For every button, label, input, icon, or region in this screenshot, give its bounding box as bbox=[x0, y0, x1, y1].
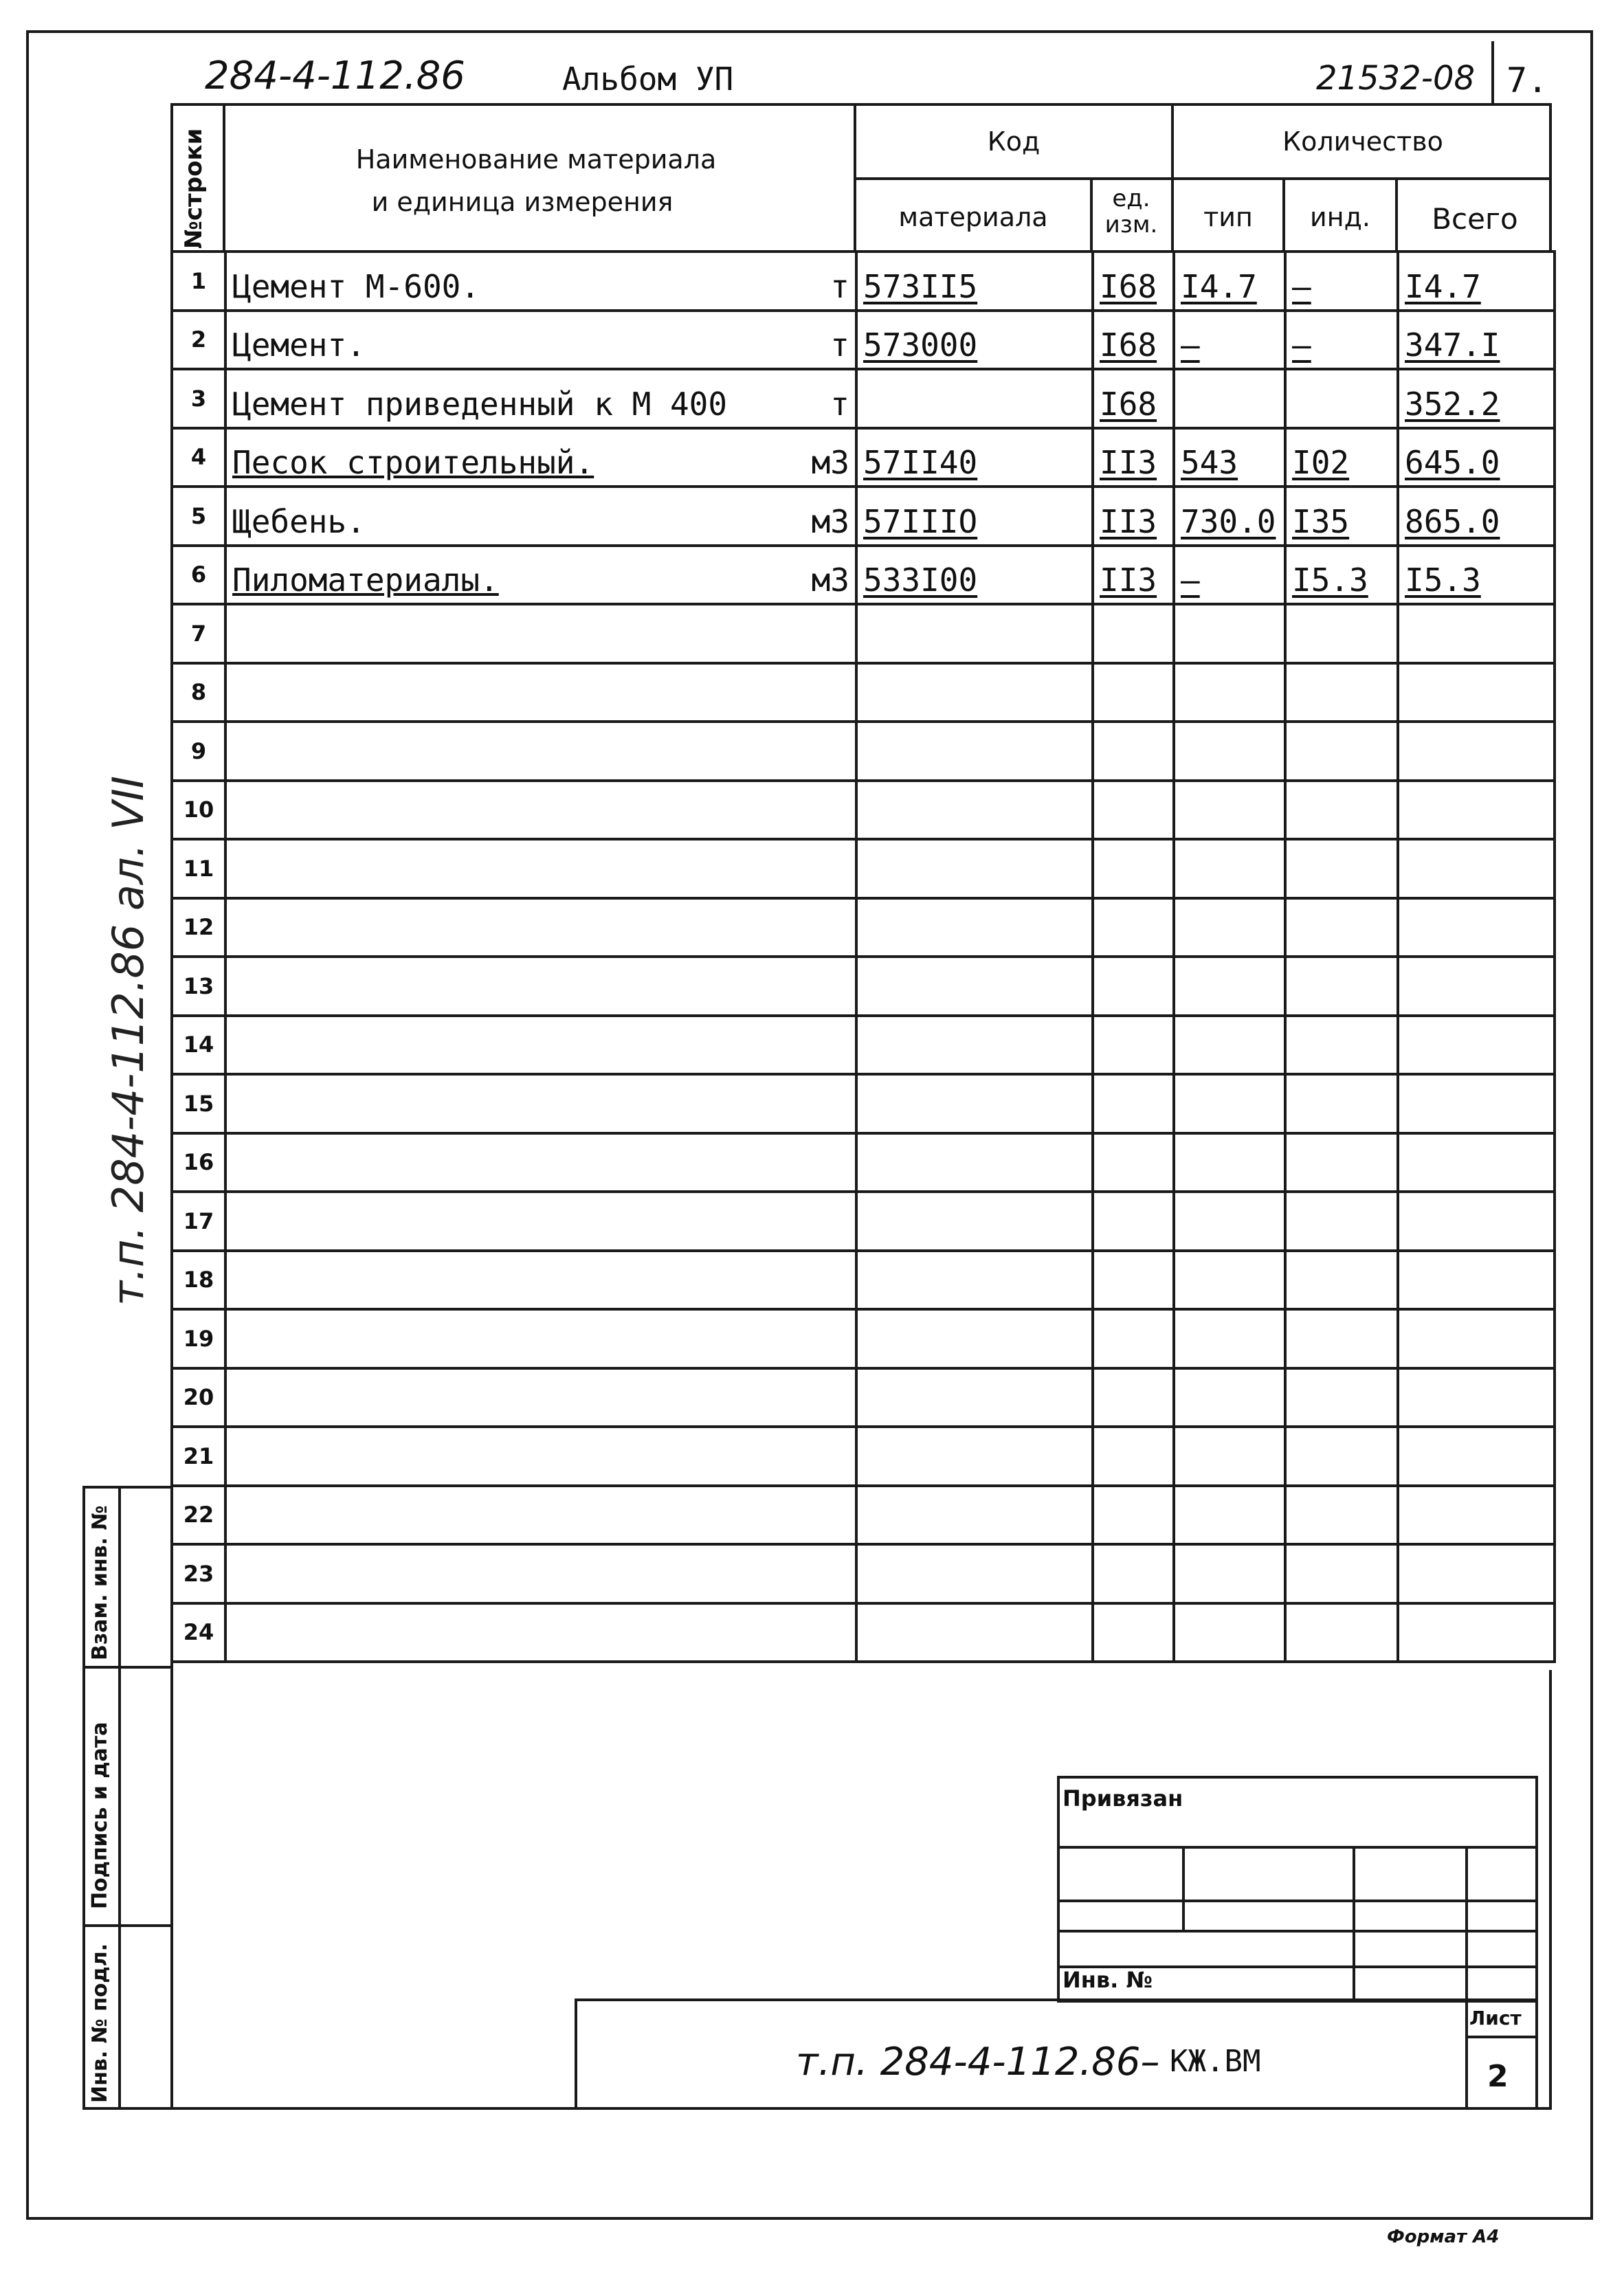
material-code-cell: 573000 bbox=[856, 311, 1093, 370]
material-unit: м3 bbox=[811, 561, 849, 599]
material-name-cell bbox=[225, 663, 856, 722]
row-number: 19 bbox=[172, 1309, 225, 1368]
qty-total-cell bbox=[1398, 1427, 1555, 1486]
materials-table bbox=[170, 250, 1556, 1663]
table-row bbox=[172, 663, 1555, 722]
sheet-number: 2 bbox=[1487, 2059, 1509, 2094]
table-row bbox=[172, 1603, 1555, 1662]
material-name-cell bbox=[225, 546, 856, 605]
qty-total-cell bbox=[1398, 1251, 1555, 1310]
material-code-cell: 573II5 bbox=[856, 252, 1093, 311]
unit-code-cell: II3 bbox=[1093, 546, 1174, 605]
unit-code-cell bbox=[1093, 1133, 1174, 1192]
material-name-cell bbox=[225, 1133, 856, 1192]
qty-total-cell bbox=[1398, 1192, 1555, 1251]
sheet-label: Лист bbox=[1469, 2007, 1522, 2029]
material-unit: т bbox=[830, 385, 849, 423]
material-code-cell bbox=[856, 1486, 1093, 1545]
unit-code-cell bbox=[1093, 1192, 1174, 1251]
material-name-cell bbox=[225, 428, 856, 487]
qty-type-cell bbox=[1174, 1074, 1285, 1133]
material-name-cell bbox=[225, 839, 856, 898]
row-number: 20 bbox=[172, 1368, 225, 1427]
material-name-cell bbox=[225, 1427, 856, 1486]
unit-code-cell bbox=[1093, 898, 1174, 957]
table-row bbox=[172, 369, 1555, 428]
qty-type-cell bbox=[1174, 663, 1285, 722]
material-code-cell bbox=[856, 1074, 1093, 1133]
qty-type-cell bbox=[1174, 1368, 1285, 1427]
material-name-cell bbox=[225, 311, 856, 370]
material-code-cell bbox=[856, 1133, 1093, 1192]
material-name-cell bbox=[225, 722, 856, 781]
material-name-cell bbox=[225, 1486, 856, 1545]
unit-code-cell bbox=[1093, 722, 1174, 781]
material-code-cell bbox=[856, 1016, 1093, 1075]
material-unit: м3 bbox=[811, 444, 849, 481]
qty-type-cell bbox=[1174, 957, 1285, 1016]
qty-type-cell bbox=[1174, 839, 1285, 898]
qty-ind-cell bbox=[1285, 369, 1398, 428]
material-code-cell bbox=[856, 781, 1093, 840]
material-code-cell bbox=[856, 369, 1093, 428]
table-row bbox=[172, 1368, 1555, 1427]
row-number: 16 bbox=[172, 1133, 225, 1192]
code-unit-header: ед. изм. bbox=[1104, 185, 1158, 238]
material-code-cell: 57II40 bbox=[856, 428, 1093, 487]
table-row bbox=[172, 722, 1555, 781]
row-number: 24 bbox=[172, 1603, 225, 1662]
qty-total-cell bbox=[1398, 898, 1555, 957]
material-name: Щебень. bbox=[232, 502, 366, 540]
unit-code-cell: I68 bbox=[1093, 311, 1174, 370]
material-name-cell bbox=[225, 1192, 856, 1251]
material-code-cell bbox=[856, 604, 1093, 663]
unit-code-cell: II3 bbox=[1093, 428, 1174, 487]
material-code-cell bbox=[856, 898, 1093, 957]
qty-type-cell bbox=[1174, 722, 1285, 781]
row-number: 4 bbox=[172, 428, 225, 487]
table-row bbox=[172, 546, 1555, 605]
material-name: Пиломатериалы. bbox=[232, 561, 499, 599]
row-number: 18 bbox=[172, 1251, 225, 1310]
qty-total-cell bbox=[1398, 1486, 1555, 1545]
qty-ind-cell: I02 bbox=[1285, 428, 1398, 487]
unit-code-cell: I68 bbox=[1093, 369, 1174, 428]
archive-number: 21532-08 bbox=[1316, 59, 1476, 98]
qty-type-cell bbox=[1174, 1486, 1285, 1545]
material-name-cell bbox=[225, 252, 856, 311]
row-number: 9 bbox=[172, 722, 225, 781]
unit-code-cell bbox=[1093, 781, 1174, 840]
material-code-cell bbox=[856, 722, 1093, 781]
row-number: 10 bbox=[172, 781, 225, 840]
qty-type-cell bbox=[1174, 1133, 1285, 1192]
table-row bbox=[172, 957, 1555, 1016]
doc-code: 284-4-112.86 bbox=[205, 54, 465, 98]
table-row bbox=[172, 1074, 1555, 1133]
qty-ind-cell bbox=[1285, 1074, 1398, 1133]
material-code-cell bbox=[856, 1427, 1093, 1486]
row-number: 23 bbox=[172, 1544, 225, 1603]
material-name-cell bbox=[225, 1251, 856, 1310]
table-row bbox=[172, 1016, 1555, 1075]
material-code-cell bbox=[856, 1309, 1093, 1368]
qty-ind-cell bbox=[1285, 1251, 1398, 1310]
row-number: 17 bbox=[172, 1192, 225, 1251]
qty-ind-cell bbox=[1285, 898, 1398, 957]
qty-type-cell: – bbox=[1174, 311, 1285, 370]
qty-type-cell bbox=[1174, 898, 1285, 957]
qty-ind-cell bbox=[1285, 1192, 1398, 1251]
table-row bbox=[172, 311, 1555, 370]
row-number: 6 bbox=[172, 546, 225, 605]
qty-ind-cell bbox=[1285, 839, 1398, 898]
material-name-cell bbox=[225, 898, 856, 957]
qty-ind-cell bbox=[1285, 1603, 1398, 1662]
unit-code-cell bbox=[1093, 663, 1174, 722]
qty-total-cell bbox=[1398, 1074, 1555, 1133]
qty-total-cell bbox=[1398, 1544, 1555, 1603]
qty-ind-header: инд. bbox=[1310, 202, 1370, 232]
table-row bbox=[172, 898, 1555, 957]
qty-ind-cell bbox=[1285, 1309, 1398, 1368]
material-unit: т bbox=[830, 326, 849, 364]
table-row bbox=[172, 1309, 1555, 1368]
unit-code-cell bbox=[1093, 1427, 1174, 1486]
unit-code-cell bbox=[1093, 1309, 1174, 1368]
material-code-cell bbox=[856, 957, 1093, 1016]
unit-code-cell bbox=[1093, 957, 1174, 1016]
unit-code-cell bbox=[1093, 1368, 1174, 1427]
qty-type-cell bbox=[1174, 604, 1285, 663]
unit-code-cell bbox=[1093, 1074, 1174, 1133]
table-row bbox=[172, 252, 1555, 311]
material-code-cell bbox=[856, 663, 1093, 722]
qty-type-cell bbox=[1174, 1192, 1285, 1251]
qty-ind-cell bbox=[1285, 1544, 1398, 1603]
row-number: 1 bbox=[172, 252, 225, 311]
qty-total-cell bbox=[1398, 1133, 1555, 1192]
qty-total-cell bbox=[1398, 1603, 1555, 1662]
qty-type-cell bbox=[1174, 369, 1285, 428]
row-number: 5 bbox=[172, 487, 225, 546]
table-row bbox=[172, 781, 1555, 840]
table-row bbox=[172, 1251, 1555, 1310]
row-number: 14 bbox=[172, 1016, 225, 1075]
qty-ind-cell bbox=[1285, 957, 1398, 1016]
row-number: 7 bbox=[172, 604, 225, 663]
qty-total-cell: 347.I bbox=[1398, 311, 1555, 370]
qty-header: Количество bbox=[1282, 126, 1443, 157]
qty-total-cell bbox=[1398, 1016, 1555, 1075]
qty-total-cell: I4.7 bbox=[1398, 252, 1555, 311]
unit-code-cell bbox=[1093, 604, 1174, 663]
material-name-cell bbox=[225, 487, 856, 546]
material-name-cell bbox=[225, 604, 856, 663]
qty-ind-cell bbox=[1285, 722, 1398, 781]
row-number: 13 bbox=[172, 957, 225, 1016]
qty-total-cell: 645.0 bbox=[1398, 428, 1555, 487]
qty-total-cell bbox=[1398, 604, 1555, 663]
code-material-header: материала bbox=[898, 202, 1048, 232]
material-name-cell bbox=[225, 1074, 856, 1133]
material-unit: т bbox=[830, 267, 849, 305]
row-number: 8 bbox=[172, 663, 225, 722]
material-name-cell bbox=[225, 1603, 856, 1662]
qty-ind-cell: – bbox=[1285, 311, 1398, 370]
table-row bbox=[172, 1133, 1555, 1192]
qty-total-cell bbox=[1398, 839, 1555, 898]
designation-handwritten: т.п. 284-4-112.86– bbox=[796, 2040, 1160, 2084]
table-row bbox=[172, 1544, 1555, 1603]
inv-no-label: Инв. № bbox=[1063, 1967, 1153, 1993]
qty-ind-cell bbox=[1285, 781, 1398, 840]
row-number: 21 bbox=[172, 1427, 225, 1486]
stamp-signature-date: Подпись и дата bbox=[88, 1722, 112, 1909]
qty-ind-cell bbox=[1285, 1016, 1398, 1075]
material-code-cell: 57IIIO bbox=[856, 487, 1093, 546]
qty-type-cell bbox=[1174, 1544, 1285, 1603]
qty-ind-cell bbox=[1285, 1486, 1398, 1545]
unit-code-cell: II3 bbox=[1093, 487, 1174, 546]
qty-type-cell bbox=[1174, 1016, 1285, 1075]
qty-type-cell bbox=[1174, 1603, 1285, 1662]
material-code-cell bbox=[856, 839, 1093, 898]
qty-type-cell: 730.0 bbox=[1174, 487, 1285, 546]
qty-total-cell bbox=[1398, 1309, 1555, 1368]
table-row bbox=[172, 487, 1555, 546]
stamp-replaced-inv: Взам. инв. № bbox=[88, 1505, 112, 1660]
margin-designation: т.п. 284-4-112.86 ал. VII bbox=[103, 776, 153, 1306]
row-number: 2 bbox=[172, 311, 225, 370]
qty-ind-cell bbox=[1285, 604, 1398, 663]
attached-label: Привязан bbox=[1063, 1785, 1183, 1812]
name-header-line2: и единица измерения bbox=[371, 187, 674, 217]
material-name: Цемент М-600. bbox=[232, 267, 480, 305]
qty-total-header: Всего bbox=[1432, 202, 1518, 236]
unit-code-cell bbox=[1093, 1016, 1174, 1075]
qty-total-cell: 352.2 bbox=[1398, 369, 1555, 428]
row-number: 11 bbox=[172, 839, 225, 898]
row-number: 12 bbox=[172, 898, 225, 957]
page-number: 7. bbox=[1506, 60, 1548, 100]
unit-code-cell bbox=[1093, 1486, 1174, 1545]
material-code-cell: 533I00 bbox=[856, 546, 1093, 605]
material-name-cell bbox=[225, 1544, 856, 1603]
material-code-cell bbox=[856, 1192, 1093, 1251]
material-name-cell bbox=[225, 1016, 856, 1075]
qty-total-cell bbox=[1398, 1368, 1555, 1427]
material-name: Песок строительный. bbox=[232, 444, 594, 481]
row-number-header: №строки bbox=[180, 128, 208, 249]
material-name-cell bbox=[225, 1309, 856, 1368]
qty-type-cell: – bbox=[1174, 546, 1285, 605]
page-number-divider bbox=[1491, 41, 1494, 103]
qty-total-cell bbox=[1398, 722, 1555, 781]
album-title: Альбом УП bbox=[562, 60, 734, 98]
qty-type-cell bbox=[1174, 1427, 1285, 1486]
material-name: Цемент. bbox=[232, 326, 366, 364]
qty-total-cell bbox=[1398, 781, 1555, 840]
material-name-cell bbox=[225, 781, 856, 840]
material-code-cell bbox=[856, 1368, 1093, 1427]
unit-code-cell bbox=[1093, 839, 1174, 898]
qty-type-cell bbox=[1174, 1309, 1285, 1368]
material-code-cell bbox=[856, 1251, 1093, 1310]
table-row bbox=[172, 604, 1555, 663]
unit-code-cell bbox=[1093, 1544, 1174, 1603]
format-label: Формат А4 bbox=[1387, 2227, 1500, 2247]
stamp-inv-original: Инв. № подл. bbox=[88, 1943, 112, 2103]
qty-ind-cell: I35 bbox=[1285, 487, 1398, 546]
qty-ind-cell bbox=[1285, 663, 1398, 722]
row-number: 15 bbox=[172, 1074, 225, 1133]
table-row bbox=[172, 1192, 1555, 1251]
qty-type-cell bbox=[1174, 781, 1285, 840]
qty-type-cell bbox=[1174, 1251, 1285, 1310]
qty-total-cell bbox=[1398, 957, 1555, 1016]
code-header: Код bbox=[987, 126, 1041, 157]
unit-code-cell bbox=[1093, 1603, 1174, 1662]
qty-total-cell: I5.3 bbox=[1398, 546, 1555, 605]
table-row bbox=[172, 1486, 1555, 1545]
material-code-cell bbox=[856, 1544, 1093, 1603]
qty-ind-cell bbox=[1285, 1427, 1398, 1486]
qty-type-header: тип bbox=[1203, 202, 1253, 232]
unit-code-cell bbox=[1093, 1251, 1174, 1310]
qty-ind-cell bbox=[1285, 1368, 1398, 1427]
qty-type-cell: 543 bbox=[1174, 428, 1285, 487]
table-row bbox=[172, 1427, 1555, 1486]
row-number: 3 bbox=[172, 369, 225, 428]
material-name-cell bbox=[225, 1368, 856, 1427]
qty-total-cell: 865.0 bbox=[1398, 487, 1555, 546]
table-row bbox=[172, 428, 1555, 487]
unit-code-cell: I68 bbox=[1093, 252, 1174, 311]
qty-total-cell bbox=[1398, 663, 1555, 722]
table-row bbox=[172, 839, 1555, 898]
qty-ind-cell bbox=[1285, 1133, 1398, 1192]
material-name: Цемент приведенный к М 400 bbox=[232, 385, 728, 423]
material-name-cell bbox=[225, 369, 856, 428]
qty-ind-cell: I5.3 bbox=[1285, 546, 1398, 605]
row-number: 22 bbox=[172, 1486, 225, 1545]
material-unit: м3 bbox=[811, 502, 849, 540]
qty-ind-cell: – bbox=[1285, 252, 1398, 311]
name-header-line1: Наименование материала bbox=[355, 144, 717, 175]
qty-type-cell: I4.7 bbox=[1174, 252, 1285, 311]
material-name-cell bbox=[225, 957, 856, 1016]
material-code-cell bbox=[856, 1603, 1093, 1662]
designation-typed: КЖ.ВМ bbox=[1170, 2044, 1261, 2079]
